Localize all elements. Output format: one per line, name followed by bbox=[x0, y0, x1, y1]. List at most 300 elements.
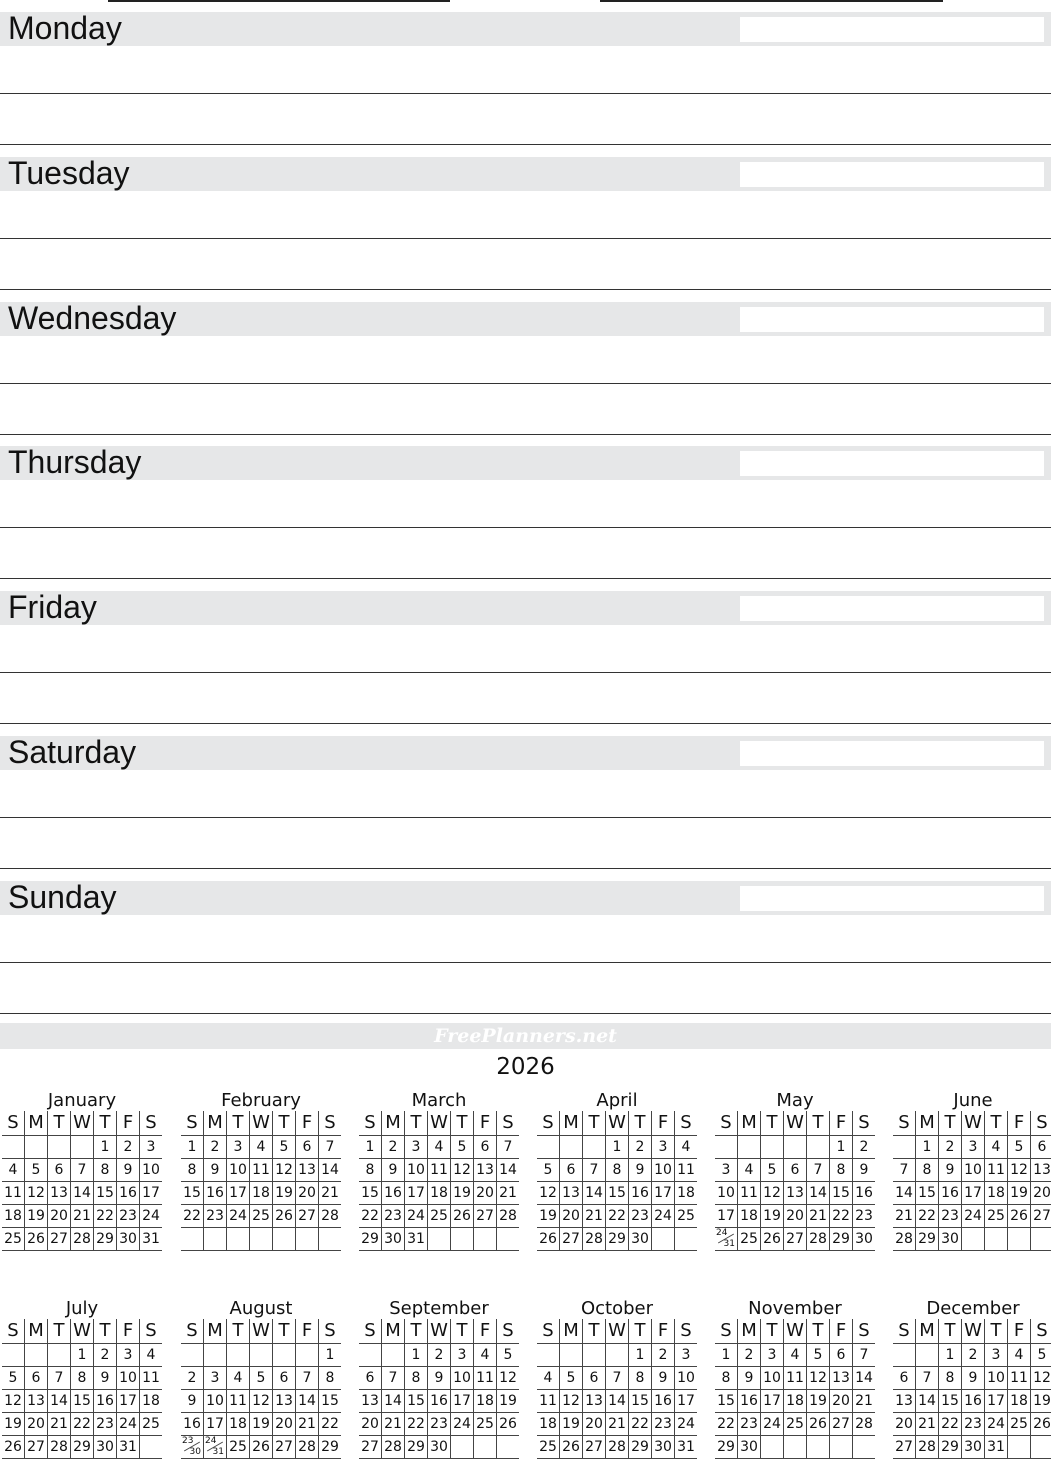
date-cell: 12 bbox=[272, 1159, 295, 1181]
date-cell: 10 bbox=[203, 1390, 226, 1412]
day-header-bar bbox=[0, 878, 1051, 915]
weekday-header: M bbox=[24, 1319, 47, 1343]
date-cell bbox=[1030, 1228, 1051, 1250]
date-cell: 27 bbox=[582, 1436, 605, 1458]
date-cell: 19 bbox=[1030, 1390, 1051, 1412]
week-row bbox=[893, 1435, 1051, 1459]
week-row bbox=[2, 1204, 162, 1227]
week-row bbox=[2, 1412, 162, 1435]
date-cell: 30 bbox=[938, 1228, 961, 1250]
date-cell: 17 bbox=[226, 1182, 249, 1204]
date-cell: 25 bbox=[249, 1205, 272, 1227]
date-cell bbox=[915, 1344, 938, 1366]
date-cell: 19 bbox=[496, 1390, 519, 1412]
date-cell: 5 bbox=[806, 1344, 829, 1366]
date-field[interactable] bbox=[740, 886, 1044, 911]
date-cell: 21 bbox=[852, 1390, 875, 1412]
weekday-header: S bbox=[1030, 1319, 1051, 1343]
date-cell: 13 bbox=[272, 1390, 295, 1412]
date-cell: 15 bbox=[628, 1390, 651, 1412]
date-cell: 23 30 bbox=[182, 1436, 201, 1457]
date-cell: 9 bbox=[427, 1367, 450, 1389]
date-cell: 10 bbox=[651, 1159, 674, 1181]
date-cell bbox=[961, 1228, 984, 1250]
weekday-header: S bbox=[7, 1320, 19, 1341]
date-cell: 3 bbox=[721, 1162, 731, 1178]
day-name: Monday bbox=[8, 10, 122, 46]
date-cell: 1 bbox=[829, 1136, 852, 1158]
date-cell: 15 bbox=[717, 1393, 735, 1409]
date-cell bbox=[1007, 1436, 1030, 1458]
week-row bbox=[359, 1435, 519, 1459]
date-cell: 22 bbox=[938, 1413, 961, 1435]
date-cell: 13 bbox=[295, 1159, 318, 1181]
date-cell: 2 bbox=[852, 1136, 875, 1158]
date-cell: 29 bbox=[361, 1231, 379, 1247]
date-cell: 18 bbox=[984, 1182, 1007, 1204]
week-row bbox=[181, 1181, 341, 1204]
weekday-header: F bbox=[295, 1319, 318, 1343]
date-field[interactable] bbox=[740, 162, 1044, 187]
month-name: October bbox=[580, 1298, 654, 1319]
week-row bbox=[715, 1412, 875, 1435]
date-cell: 12 bbox=[496, 1367, 519, 1389]
date-cell: 16 bbox=[938, 1182, 961, 1204]
date-cell: 17 bbox=[404, 1182, 427, 1204]
date-cell: 23 bbox=[381, 1205, 404, 1227]
weekday-header: M bbox=[915, 1319, 938, 1343]
date-cell: 20 bbox=[473, 1182, 496, 1204]
date-cell bbox=[737, 1136, 760, 1158]
date-cell: 2 bbox=[187, 1370, 197, 1386]
date-cell: 13 bbox=[582, 1390, 605, 1412]
date-cell: 9 bbox=[203, 1159, 226, 1181]
week-row bbox=[181, 1343, 341, 1366]
weekday-header: S bbox=[674, 1111, 697, 1135]
date-cell: 5 bbox=[1007, 1136, 1030, 1158]
date-cell: 12 bbox=[1007, 1159, 1030, 1181]
date-field[interactable] bbox=[740, 596, 1044, 621]
date-cell: 17 bbox=[717, 1208, 735, 1224]
date-cell: 31 bbox=[139, 1228, 162, 1250]
weekday-header-row bbox=[181, 1111, 341, 1135]
weekday-header: S bbox=[542, 1320, 554, 1341]
date-cell: 25 bbox=[473, 1413, 496, 1435]
date-cell: 6 bbox=[47, 1159, 70, 1181]
weekday-header-row bbox=[537, 1111, 697, 1135]
date-cell: 1 bbox=[404, 1344, 427, 1366]
month-december bbox=[893, 1299, 1051, 1459]
weekday-header: F bbox=[295, 1111, 318, 1135]
date-cell: 11 bbox=[139, 1367, 162, 1389]
date-cell: 7 bbox=[605, 1367, 628, 1389]
weekday-header: S bbox=[318, 1319, 341, 1343]
month-name: November bbox=[748, 1298, 842, 1319]
weekday-header-row bbox=[893, 1319, 1051, 1343]
date-field[interactable] bbox=[740, 451, 1044, 476]
date-cell: 2 bbox=[381, 1136, 404, 1158]
date-cell: 17 bbox=[651, 1182, 674, 1204]
date-cell: 3 bbox=[203, 1367, 226, 1389]
date-cell: 1 bbox=[187, 1139, 197, 1155]
day-section-wednesday bbox=[0, 290, 1051, 435]
date-cell: 26 bbox=[539, 1231, 557, 1247]
date-cell: 10 bbox=[139, 1159, 162, 1181]
weekday-header: S bbox=[7, 1112, 19, 1133]
date-cell: 19 bbox=[539, 1208, 557, 1224]
date-cell bbox=[984, 1228, 1007, 1250]
weekday-header: W bbox=[783, 1319, 806, 1343]
date-cell: 3 bbox=[651, 1136, 674, 1158]
week-row bbox=[715, 1181, 875, 1204]
date-cell: 12 bbox=[4, 1393, 22, 1409]
date-cell: 14 bbox=[605, 1390, 628, 1412]
weekday-header: M bbox=[915, 1111, 938, 1135]
weekday-header: T bbox=[938, 1111, 961, 1135]
date-cell: 2 bbox=[427, 1344, 450, 1366]
date-cell: 1 bbox=[93, 1136, 116, 1158]
weekday-header: S bbox=[720, 1112, 732, 1133]
date-cell: 12 bbox=[24, 1182, 47, 1204]
date-cell: 16 bbox=[93, 1390, 116, 1412]
day-section-thursday bbox=[0, 434, 1051, 579]
weekday-header: M bbox=[381, 1319, 404, 1343]
date-cell: 30 bbox=[961, 1436, 984, 1458]
weekday-header: T bbox=[226, 1111, 249, 1135]
date-cell: 30 bbox=[427, 1436, 450, 1458]
month-october bbox=[537, 1299, 697, 1459]
date-cell: 7 bbox=[381, 1367, 404, 1389]
date-cell bbox=[783, 1436, 806, 1458]
week-row bbox=[181, 1158, 341, 1181]
weekday-header: T bbox=[272, 1319, 295, 1343]
date-cell: 16 bbox=[852, 1182, 875, 1204]
date-cell: 27 bbox=[829, 1413, 852, 1435]
date-cell: 14 bbox=[806, 1182, 829, 1204]
date-cell: 29 bbox=[93, 1228, 116, 1250]
date-cell: 1 bbox=[721, 1347, 731, 1363]
writing-line bbox=[0, 383, 1051, 384]
date-cell: 28 bbox=[582, 1228, 605, 1250]
weekday-header: S bbox=[720, 1320, 732, 1341]
date-cell: 23 bbox=[628, 1205, 651, 1227]
weekday-header: T bbox=[272, 1111, 295, 1135]
date-cell: 6 bbox=[24, 1367, 47, 1389]
writing-line bbox=[0, 238, 1051, 239]
date-cell: 15 bbox=[404, 1390, 427, 1412]
week-row bbox=[2, 1158, 162, 1181]
day-header-bar bbox=[0, 736, 1051, 770]
weekday-header: S bbox=[186, 1320, 198, 1341]
writing-line bbox=[0, 962, 1051, 963]
date-cell bbox=[674, 1228, 697, 1250]
weekday-header: T bbox=[47, 1111, 70, 1135]
date-cell bbox=[537, 1136, 559, 1158]
date-cell: 14 bbox=[895, 1185, 913, 1201]
weekday-header: M bbox=[203, 1111, 226, 1135]
date-cell: 20 bbox=[272, 1413, 295, 1435]
date-cell: 30 bbox=[651, 1436, 674, 1458]
day-name: Saturday bbox=[8, 734, 137, 770]
date-cell: 2 bbox=[651, 1344, 674, 1366]
date-cell: 11 bbox=[427, 1159, 450, 1181]
date-cell: 22 bbox=[915, 1205, 938, 1227]
week-row bbox=[893, 1158, 1051, 1181]
date-field[interactable] bbox=[740, 307, 1044, 332]
date-cell: 21 bbox=[318, 1182, 341, 1204]
date-cell: 13 bbox=[829, 1367, 852, 1389]
date-cell: 10 bbox=[717, 1185, 735, 1201]
weekday-header: S bbox=[496, 1111, 519, 1135]
date-cell: 17 bbox=[961, 1182, 984, 1204]
date-cell: 25 bbox=[4, 1231, 22, 1247]
date-cell: 28 bbox=[381, 1436, 404, 1458]
weekday-header: T bbox=[93, 1111, 116, 1135]
date-cell: 7 bbox=[47, 1367, 70, 1389]
date-cell bbox=[852, 1436, 875, 1458]
date-cell bbox=[203, 1228, 226, 1250]
date-cell: 28 bbox=[895, 1231, 913, 1247]
date-cell bbox=[359, 1344, 381, 1366]
date-cell: 8 bbox=[365, 1162, 375, 1178]
date-cell: 28 bbox=[70, 1228, 93, 1250]
date-cell: 29 bbox=[70, 1436, 93, 1458]
date-cell: 11 bbox=[226, 1390, 249, 1412]
date-cell: 28 bbox=[295, 1436, 318, 1458]
date-cell: 28 bbox=[915, 1436, 938, 1458]
weekday-header: W bbox=[961, 1111, 984, 1135]
date-cell bbox=[473, 1228, 496, 1250]
day-header-bar bbox=[0, 12, 1051, 46]
day-section-friday bbox=[0, 579, 1051, 724]
writing-line bbox=[0, 527, 1051, 528]
date-cell: 13 bbox=[895, 1393, 913, 1409]
date-cell: 3 bbox=[674, 1344, 697, 1366]
week-row bbox=[2, 1366, 162, 1389]
weekday-header: T bbox=[760, 1111, 783, 1135]
calendar-year: 2026 bbox=[496, 1054, 555, 1080]
date-cell bbox=[760, 1436, 783, 1458]
date-cell bbox=[295, 1228, 318, 1250]
date-cell: 7 bbox=[582, 1159, 605, 1181]
date-cell: 10 bbox=[404, 1159, 427, 1181]
week-row bbox=[181, 1227, 341, 1251]
date-cell bbox=[318, 1228, 341, 1250]
month-january bbox=[2, 1091, 162, 1251]
date-cell: 21 bbox=[605, 1413, 628, 1435]
month-name: June bbox=[953, 1090, 993, 1111]
date-cell: 26 bbox=[559, 1436, 582, 1458]
weekday-header-row bbox=[715, 1319, 875, 1343]
date-cell: 16 bbox=[628, 1182, 651, 1204]
weekday-header-row bbox=[537, 1319, 697, 1343]
date-cell: 30 bbox=[852, 1228, 875, 1250]
date-cell: 25 bbox=[139, 1413, 162, 1435]
date-cell bbox=[473, 1436, 496, 1458]
weekday-header: W bbox=[605, 1319, 628, 1343]
weekday-header: S bbox=[139, 1111, 162, 1135]
date-cell: 28 bbox=[852, 1413, 875, 1435]
date-cell: 23 bbox=[737, 1413, 760, 1435]
date-cell: 28 bbox=[806, 1228, 829, 1250]
date-cell bbox=[24, 1136, 47, 1158]
date-cell: 16 bbox=[737, 1390, 760, 1412]
date-cell: 19 bbox=[4, 1416, 22, 1432]
date-cell: 7 bbox=[899, 1162, 909, 1178]
writing-line bbox=[0, 1013, 1051, 1014]
month-name: September bbox=[389, 1298, 489, 1319]
date-cell: 4 bbox=[139, 1344, 162, 1366]
date-cell: 28 bbox=[605, 1436, 628, 1458]
date-cell: 22 bbox=[70, 1413, 93, 1435]
date-cell bbox=[2, 1344, 24, 1366]
weekday-header: F bbox=[473, 1111, 496, 1135]
writing-line bbox=[0, 672, 1051, 673]
date-cell: 24 bbox=[139, 1205, 162, 1227]
date-cell: 10 bbox=[450, 1367, 473, 1389]
week-row bbox=[715, 1343, 875, 1366]
date-cell: 9 bbox=[187, 1393, 197, 1409]
date-cell: 8 bbox=[628, 1367, 651, 1389]
date-cell: 4 bbox=[543, 1370, 553, 1386]
week-row bbox=[537, 1181, 697, 1204]
date-cell: 10 bbox=[674, 1367, 697, 1389]
weekday-header: T bbox=[582, 1319, 605, 1343]
month-name: May bbox=[776, 1090, 814, 1111]
date-cell: 24 bbox=[226, 1205, 249, 1227]
date-cell: 14 bbox=[852, 1367, 875, 1389]
month-name: December bbox=[926, 1298, 1020, 1319]
week-row bbox=[537, 1158, 697, 1181]
date-cell: 1 bbox=[70, 1344, 93, 1366]
date-cell: 24 31 bbox=[716, 1228, 735, 1249]
date-cell: 27 bbox=[272, 1436, 295, 1458]
date-cell: 4 bbox=[8, 1162, 18, 1178]
date-cell bbox=[806, 1136, 829, 1158]
date-cell: 5 bbox=[1030, 1344, 1051, 1366]
date-cell: 29 bbox=[404, 1436, 427, 1458]
date-cell: 1 bbox=[628, 1344, 651, 1366]
date-cell: 26 bbox=[496, 1413, 519, 1435]
week-row bbox=[537, 1366, 697, 1389]
date-cell: 25 bbox=[226, 1436, 249, 1458]
weekday-header: T bbox=[582, 1111, 605, 1135]
week-row bbox=[359, 1412, 519, 1435]
date-cell: 17 bbox=[984, 1390, 1007, 1412]
date-cell bbox=[450, 1228, 473, 1250]
week-row bbox=[359, 1343, 519, 1366]
date-cell: 4 bbox=[427, 1136, 450, 1158]
date-cell: 18 bbox=[539, 1416, 557, 1432]
date-cell: 30 bbox=[737, 1436, 760, 1458]
date-cell: 11 bbox=[783, 1367, 806, 1389]
weekday-header: F bbox=[829, 1111, 852, 1135]
weekday-header: T bbox=[984, 1111, 1007, 1135]
date-cell: 15 bbox=[93, 1182, 116, 1204]
week-row bbox=[893, 1181, 1051, 1204]
date-cell: 22 bbox=[93, 1205, 116, 1227]
date-cell: 19 bbox=[24, 1205, 47, 1227]
date-cell: 7 bbox=[496, 1136, 519, 1158]
month-november bbox=[715, 1299, 875, 1459]
date-cell bbox=[181, 1228, 203, 1250]
day-header-bar bbox=[0, 299, 1051, 336]
date-cell: 8 bbox=[938, 1367, 961, 1389]
week-row bbox=[715, 1366, 875, 1389]
date-cell: 10 bbox=[961, 1159, 984, 1181]
week-row bbox=[181, 1135, 341, 1158]
weekday-header: M bbox=[737, 1111, 760, 1135]
month-july bbox=[2, 1299, 162, 1459]
date-cell: 9 bbox=[116, 1159, 139, 1181]
week-row bbox=[537, 1412, 697, 1435]
date-cell: 6 bbox=[559, 1159, 582, 1181]
date-cell: 20 bbox=[47, 1205, 70, 1227]
date-cell: 22 bbox=[318, 1413, 341, 1435]
date-cell: 18 bbox=[1007, 1390, 1030, 1412]
date-cell: 22 bbox=[628, 1413, 651, 1435]
date-cell: 9 bbox=[628, 1159, 651, 1181]
week-row bbox=[2, 1435, 162, 1459]
date-cell bbox=[272, 1228, 295, 1250]
date-cell: 9 bbox=[852, 1159, 875, 1181]
weekday-header: T bbox=[450, 1111, 473, 1135]
date-cell bbox=[24, 1344, 47, 1366]
date-cell: 2 bbox=[203, 1136, 226, 1158]
week-row bbox=[359, 1204, 519, 1227]
weekday-header: T bbox=[450, 1319, 473, 1343]
week-row bbox=[181, 1366, 341, 1389]
weekday-header: F bbox=[116, 1111, 139, 1135]
date-cell: 22 bbox=[829, 1205, 852, 1227]
date-cell: 28 bbox=[318, 1205, 341, 1227]
date-cell: 8 bbox=[829, 1159, 852, 1181]
date-cell: 18 bbox=[427, 1182, 450, 1204]
date-cell: 16 bbox=[116, 1182, 139, 1204]
weekday-header: S bbox=[139, 1319, 162, 1343]
date-cell: 17 bbox=[674, 1390, 697, 1412]
date-cell: 24 bbox=[651, 1205, 674, 1227]
date-cell: 27 bbox=[783, 1228, 806, 1250]
date-cell: 9 bbox=[381, 1159, 404, 1181]
week-row bbox=[359, 1135, 519, 1158]
date-cell: 6 bbox=[829, 1344, 852, 1366]
date-cell: 27 bbox=[1030, 1205, 1051, 1227]
weekday-header: F bbox=[473, 1319, 496, 1343]
weekday-header: F bbox=[1007, 1319, 1030, 1343]
date-field[interactable] bbox=[740, 741, 1044, 766]
date-cell: 21 bbox=[582, 1205, 605, 1227]
week-row bbox=[181, 1389, 341, 1412]
date-cell: 1 bbox=[318, 1344, 341, 1366]
watermark-logo: FreePlanners.net bbox=[434, 1025, 617, 1047]
date-cell bbox=[605, 1344, 628, 1366]
date-cell: 26 bbox=[272, 1205, 295, 1227]
date-cell: 20 bbox=[829, 1390, 852, 1412]
date-cell: 26 bbox=[806, 1413, 829, 1435]
date-cell: 2 bbox=[737, 1344, 760, 1366]
date-cell: 11 bbox=[1007, 1367, 1030, 1389]
date-cell: 14 bbox=[915, 1390, 938, 1412]
weekday-header: S bbox=[898, 1112, 910, 1133]
date-field[interactable] bbox=[740, 17, 1044, 42]
week-row bbox=[181, 1412, 341, 1435]
date-cell: 19 bbox=[559, 1413, 582, 1435]
weekday-header: F bbox=[829, 1319, 852, 1343]
date-cell: 9 bbox=[93, 1367, 116, 1389]
weekday-header: T bbox=[806, 1111, 829, 1135]
day-section-saturday bbox=[0, 724, 1051, 869]
